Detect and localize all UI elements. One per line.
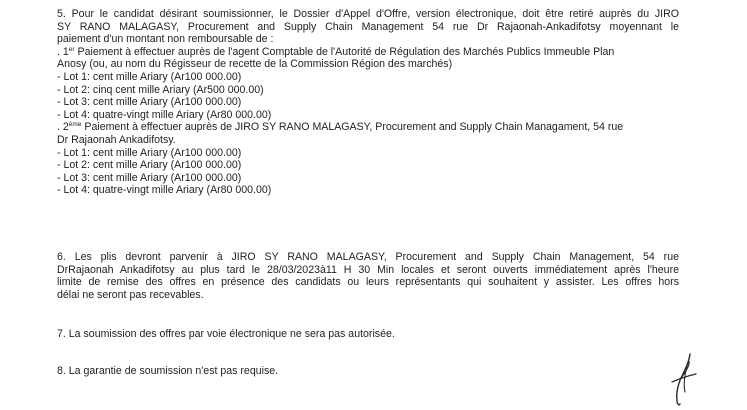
section-6-line-3: limite de remise des offres en présence des candidats ou leurs représentants qui souhaitent y assister. Les offres hors xyxy=(57,276,679,289)
payment-1-lot: - Lot 3: cent mille Ariary (Ar100 000.00) xyxy=(57,96,242,109)
payment-2-text: Paiement à effectuer auprès de JIRO SY RANO MALAGASY, Procurement and Supply Chain Managament, 54 rue xyxy=(81,121,624,134)
payment-2-superscript: ème xyxy=(68,121,82,129)
payment-1-heading xyxy=(57,46,679,59)
section-6-line-1: 6. Les plis devront parvenir à JIRO SY RANO MALAGASY, Procurement and Supply Chain Management, 54 rue xyxy=(57,251,679,263)
section-6 xyxy=(57,251,679,301)
section-6-line-4: délai ne seront pas recevables. xyxy=(57,288,204,301)
payment-1-text-line-2: Anosy (ou, au nom du Régisseur de recette de la Commission Région des marchés) xyxy=(57,58,453,71)
section-7 xyxy=(57,328,679,341)
section-8-text: 8. La garantie de soumission n'est pas requise. xyxy=(57,365,279,377)
payment-2-lot: - Lot 3: cent mille Ariary (Ar100 000.00) xyxy=(57,171,242,184)
section-8 xyxy=(57,365,679,378)
payment-1-lot: - Lot 4: quatre-vingt mille Ariary (Ar80 000.00) xyxy=(57,108,272,121)
payment-1-superscript: er xyxy=(68,45,75,53)
payment-2-prefix: . 2 xyxy=(57,121,69,134)
payment-2-heading xyxy=(57,121,679,134)
payment-1-text: Paiement à effectuer auprès de l'agent Comptable de l'Autorité de Régulation des Marchés Publics Immeuble Plan xyxy=(74,45,615,58)
payment-2-lot: - Lot 2: cent mille Ariary (Ar100 000.00) xyxy=(57,159,242,172)
payment-2-lot: - Lot 4: quatre-vingt mille Ariary (Ar80 000.00) xyxy=(57,184,272,197)
section-5-intro-line-2: SY RANO MALAGASY, Procurement and Supply Chain Management 54 rue Dr Rajaonah-Ankadifotsy moyennant le xyxy=(57,20,679,33)
section-5 xyxy=(57,8,679,197)
payment-1-lot: - Lot 2: cinq cent mille Ariary (Ar500 000.00) xyxy=(57,83,264,96)
section-5-intro-line-1: 5. Pour le candidat désirant soumissionner, le Dossier d'Appel d'Offre, version électronique, doit être retiré auprès du JIRO xyxy=(57,8,679,20)
signature-initials-icon xyxy=(663,352,703,408)
section-7-text: 7. La soumission des offres par voie électronique ne sera pas autorisée. xyxy=(57,328,395,340)
payment-1-lot: - Lot 1: cent mille Ariary (Ar100 000.00) xyxy=(57,70,242,83)
section-5-intro-line-3: paiement d'un montant non remboursable de : xyxy=(57,33,274,46)
payment-1-prefix: . 1 xyxy=(57,45,69,58)
payment-2-text-line-2: Dr Rajaonah Ankadifotsy. xyxy=(57,133,176,146)
section-6-line-2: DrRajaonah Ankadifotsy au plus tard le 28/03/2023à11 H 30 Min locales et seront ouverts immédiatement après l'heure xyxy=(57,263,679,276)
payment-2-lot: - Lot 1: cent mille Ariary (Ar100 000.00) xyxy=(57,146,242,159)
